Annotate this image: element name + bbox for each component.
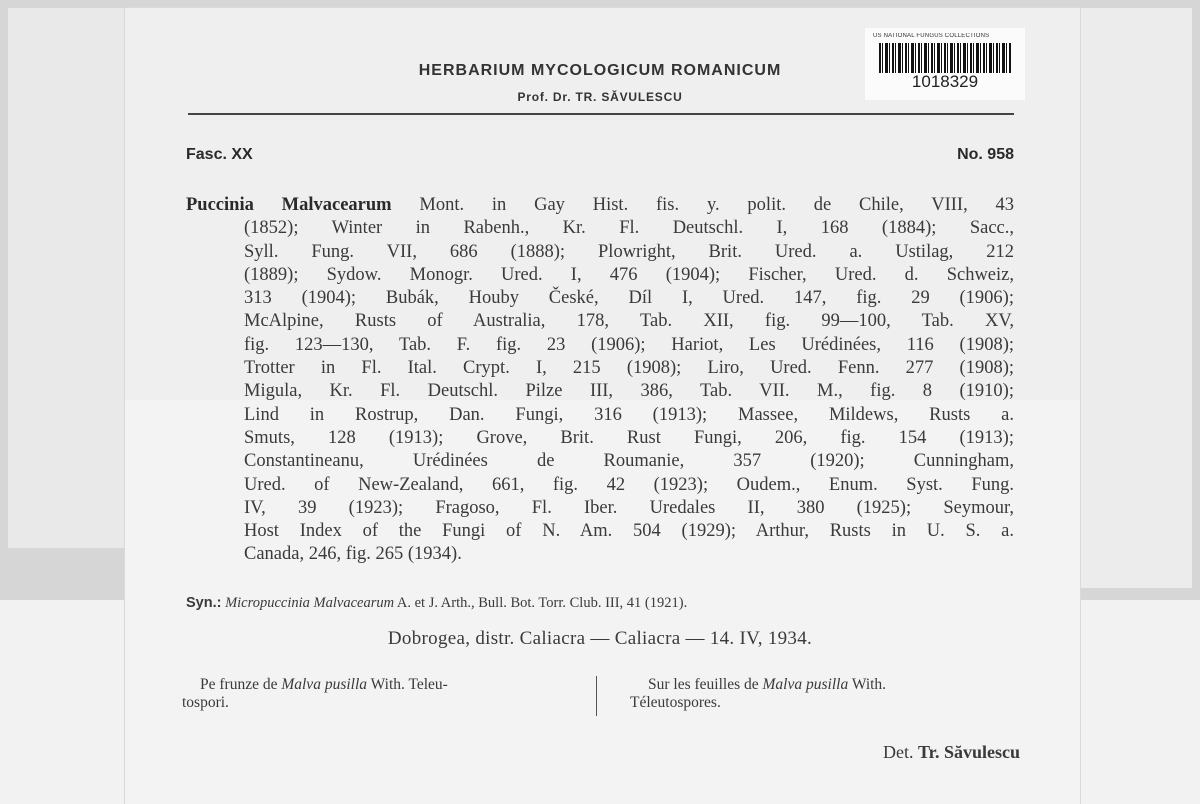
herbarium-subtitle: Prof. Dr. TR. SĂVULESCU: [517, 90, 683, 104]
host-note-romanian: Pe frunze de Malva pusilla With. Teleu- tospori.: [182, 676, 448, 711]
citation-line: fig. 123—130, Tab. F. fig. 23 (1906); Hariot, Les Urédinées, 116 (1908);: [244, 334, 1014, 355]
citation-line: Lind in Rostrup, Dan. Fungi, 316 (1913); Massee, Mildews, Rusts a.: [244, 404, 1014, 425]
synonym-line: [186, 595, 1020, 612]
determiner-name: Tr. Săvulescu: [917, 742, 1020, 762]
citation-line: Constantineanu, Urédinées de Roumanie, 357 (1920); Cunningham,: [244, 451, 1014, 472]
fascicle-label: Fasc. XX: [186, 146, 253, 163]
synonym-name: Micropuccinia Malvacearum: [225, 595, 395, 611]
citation-line: 313 (1904); Bubák, Houby České, Díl I, Ured. 147, fig. 29 (1906);: [244, 288, 1014, 309]
synonym-citation: A. et J. Arth., Bull. Bot. Torr. Club. III, 41 (1921).: [396, 595, 688, 611]
species-name: Puccinia Malvacearum: [186, 195, 392, 215]
determiner-line: Det. Tr. Săvulescu: [882, 742, 1020, 762]
collection-locality: Dobrogea, distr. Caliacra — Caliacra — 14. IV, 1934.: [387, 628, 813, 649]
specimen-number: No. 958: [957, 146, 1014, 163]
citation-block: [186, 194, 1014, 567]
citation-line: IV, 39 (1923); Fragoso, Fl. Iber. Uredales II, 380 (1925); Seymour,: [244, 497, 1014, 518]
herbarium-title: HERBARIUM MYCOLOGICUM ROMANICUM: [418, 62, 782, 79]
citation-line: (1852); Winter in Rabenh., Kr. Fl. Deutschl. I, 168 (1884); Sacc.,: [244, 218, 1014, 239]
citation-line: Trotter in Fl. Ital. Crypt. I, 215 (1908); Liro, Ured. Fenn. 277 (1908);: [244, 358, 1014, 379]
barcode-number: 1018329: [911, 72, 979, 91]
header-divider: [188, 113, 1014, 115]
citation-line: (1889); Sydow. Monogr. Ured. I, 476 (1904); Fischer, Ured. d. Schweiz,: [244, 264, 1014, 285]
host-note-french: Sur les feuilles de Malva pusilla With. Téleutospores.: [630, 676, 887, 711]
citation-line: Ured. of New-Zealand, 661, fig. 42 (1923); Oudem., Enum. Syst. Fung.: [244, 474, 1014, 495]
synonym-label: Syn.:: [186, 595, 222, 611]
column-divider: [596, 676, 597, 716]
citation-line: Smuts, 128 (1913); Grove, Brit. Rust Fungi, 206, fig. 154 (1913);: [244, 427, 1014, 448]
citation-line: Host Index of the Fungi of N. Am. 504 (1929); Arthur, Rusts in U. S. a.: [244, 521, 1014, 542]
barcode-caption: US NATIONAL FUNGUS COLLECTIONS: [873, 33, 990, 39]
host-species: Malva pusilla: [762, 676, 849, 693]
host-species: Malva pusilla: [281, 676, 368, 693]
citation-line: Puccinia Malvacearum Mont. in Gay Hist. fis. y. polit. de Chile, VIII, 43: [186, 195, 1014, 215]
citation-line: Canada, 246, fig. 265 (1934).: [244, 544, 462, 565]
citation-line: McAlpine, Rusts of Australia, 178, Tab. XII, fig. 99—100, Tab. XV,: [244, 311, 1014, 332]
citation-line: Migula, Kr. Fl. Deutschl. Pilze III, 386, Tab. VII. M., fig. 8 (1910);: [244, 381, 1014, 402]
citation-line: Syll. Fung. VII, 686 (1888); Plowright, Brit. Ured. a. Ustilag, 212: [244, 241, 1014, 262]
